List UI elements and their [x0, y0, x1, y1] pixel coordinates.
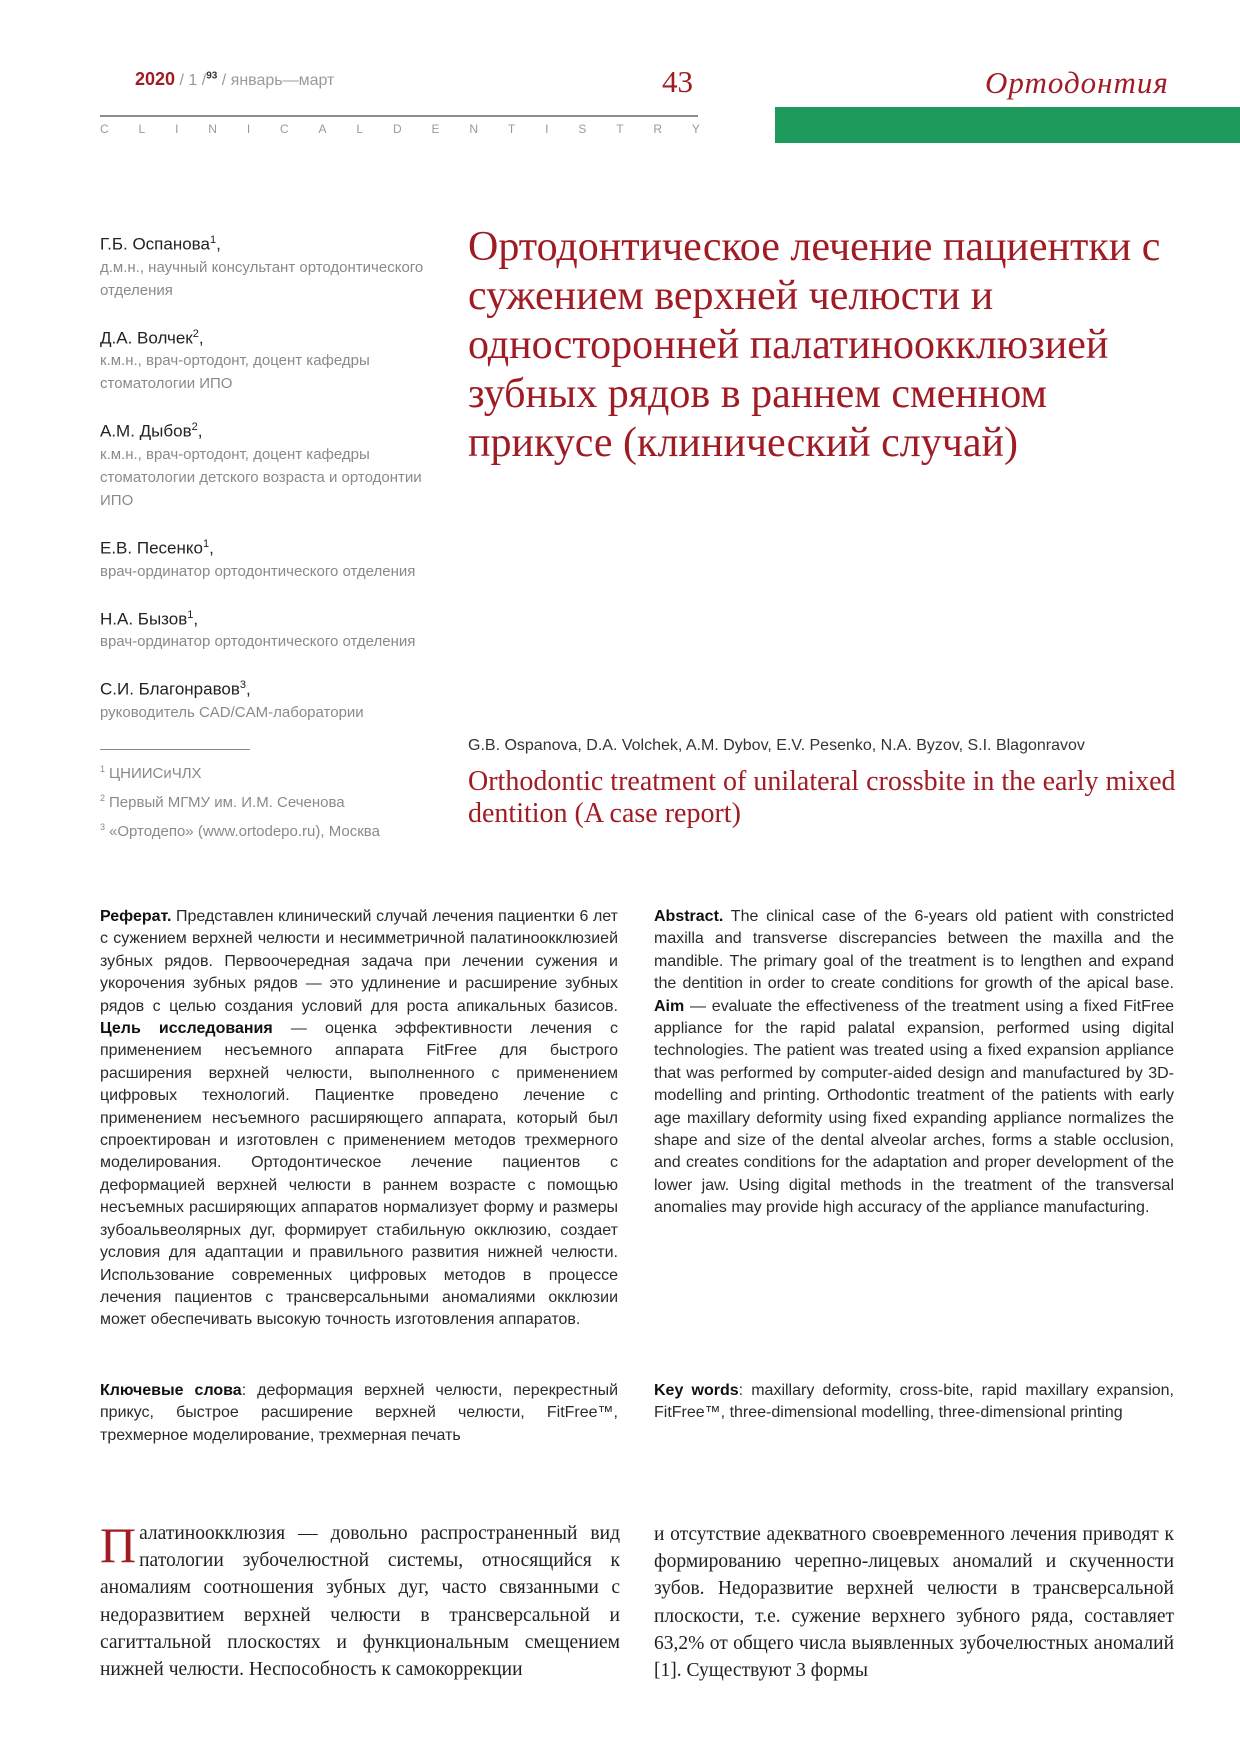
author-affiliation-mark: 1: [187, 608, 194, 621]
issue-total: 93: [206, 70, 218, 82]
journal-letter: L: [356, 122, 364, 136]
issue-number: / 1 /: [179, 72, 207, 89]
author-entry: [100, 323, 430, 396]
author-comma: ,: [209, 538, 214, 558]
author-entry: [100, 674, 430, 724]
author-name-line: [100, 604, 430, 631]
body-column-right: и отсутствие адекватного своевременного лечения приводят к формированию черепно-лицевых аномалий и скученности зубов. Недоразвитие верхней челюсти в трансверсальной плоскости, т.е. сужение верхнего зубного ряда, составляет 63,2% от общего числа выявленных зубочелюстных аномалий [1]. Существуют 3 формы: [654, 1524, 1174, 1682]
journal-letter: S: [578, 122, 587, 136]
author-comma: ,: [193, 609, 199, 629]
author-comma: ,: [197, 421, 203, 441]
abstract-en-text-2: — evaluate the effectiveness of the treatment using a fixed FitFree appliance for the rapid palatal expansion, performed using digital technologies. The patient was treated using a fixed expansion appliance that was performed by computer-aided design and manufactured by 3D-modelling and printing. Orthodontic treatment of the patients with early age maxillary deformity using fixed expanding appliance normalizes the shape and size of the dental alveolar arches, forms a stable occlusion, and creates conditions for the adaptation and proper development of the lower jaw. Using digital methods in the treatment of the transversal anomalies may provide high accuracy of the appliance manufacturing.: [654, 997, 1174, 1217]
author-entry: [100, 533, 430, 583]
abstract-en-label: Abstract.: [654, 908, 724, 925]
keywords-en-label: Key words: [654, 1382, 739, 1399]
affiliation-mark: 2: [100, 793, 106, 803]
affiliation-text: Первый МГМУ им. И.М. Сеченова: [109, 794, 345, 811]
journal-letter: I: [246, 122, 251, 136]
journal-letter: T: [616, 122, 624, 136]
author-entry: [100, 229, 430, 302]
author-entry: [100, 604, 430, 654]
journal-letter: C: [100, 122, 109, 136]
affiliation-mark: 1: [100, 764, 106, 774]
journal-letter: C: [280, 122, 289, 136]
author-name: С.И. Благонравов: [100, 679, 240, 699]
affiliation-rule: [100, 749, 250, 750]
author-comma: ,: [198, 328, 204, 348]
author-name: А.М. Дыбов: [100, 421, 192, 441]
affiliation-list: [100, 757, 440, 844]
title-ru: Ортодонтическое лечение пациентки с сужением верхней челюсти и односторонней палатиноокклюзией зубных рядов в раннем сменном прикусе (клинический случай): [468, 224, 1161, 466]
abstract-ru: [100, 906, 618, 1332]
journal-letter: T: [507, 122, 516, 136]
author-description: д.м.н., научный консультант ортодонтического отделения: [100, 258, 424, 299]
body-left-text: алатиноокклюзия — довольно распространенный вид патологии зубочелюстной системы, относящийся к аномалиям соотношения зубных дуг, часто связанными с недоразвитием верхней челюсти в трансверсальной и сагиттальной плоскостях и функциональным смещением нижней челюсти. Неспособность к самокоррекции: [100, 1523, 620, 1681]
journal-letter: D: [392, 122, 402, 136]
page-number: 43: [662, 64, 693, 99]
journal-letter: L: [138, 122, 146, 136]
journal-letter: I: [545, 122, 549, 136]
keywords-en-text: : maxillary deformity, cross-bite, rapid maxillary expansion, FitFree™, three-dimensional modelling, three-dimensional printing: [654, 1382, 1175, 1422]
affiliation-item: [100, 786, 440, 815]
author-name: Д.А. Волчек: [100, 328, 193, 348]
author-name-line: [100, 416, 430, 443]
keywords-ru-text: : деформация верхней челюсти, перекрестный прикус, быстрое расширение верхней челюсти, FitFree™, трехмерное моделирование, трехмерная печать: [100, 1382, 619, 1444]
abstract-ru-text-1: Представлен клинический случай лечения пациентки 6 лет с сужением верхней челюсти и несимметричной палатиноокклюзией зубных рядов. Первоочередная задача при лечении сужения и укорочения зубных рядов — это удлинение и расширение зубных рядов с целью создания условий для роста апикальных базисов.: [100, 908, 618, 1015]
author-description: к.м.н., врач-ортодонт, доцент кафедры стоматологии ИПО: [100, 352, 370, 393]
author-affiliation-mark: 2: [191, 421, 198, 434]
author-description: к.м.н., врач-ортодонт, доцент кафедры стоматологии детского возраста и ортодонтии ИПО: [100, 445, 422, 509]
keywords-ru-label: Ключевые слова: [100, 1382, 242, 1399]
issue-period: / январь—март: [221, 72, 335, 89]
affiliation-text: «Ортодепо» (www.ortodepo.ru), Москва: [109, 823, 380, 840]
journal-letter: I: [175, 122, 179, 136]
author-name-line: [100, 229, 430, 256]
affiliation-item: [100, 757, 440, 786]
drop-cap: П: [100, 1517, 137, 1573]
author-affiliation-mark: 3: [239, 679, 247, 692]
author-name-line: [100, 533, 430, 560]
author-name: Н.А. Бызов: [100, 609, 188, 629]
abstract-en: [654, 906, 1174, 1220]
journal-name: [100, 122, 700, 136]
journal-letter: R: [653, 122, 663, 136]
section-title: Ортодонтия: [985, 65, 1169, 100]
journal-letter: N: [469, 122, 479, 136]
author-affiliation-mark: 1: [202, 537, 210, 550]
body-column-left: [100, 1517, 620, 1683]
author-affiliation-mark: 2: [192, 327, 199, 340]
issue-info: [135, 69, 334, 90]
title-en: Orthodontic treatment of unilateral crossbite in the early mixed dentition (A case report): [468, 766, 1176, 829]
journal-letter: N: [208, 122, 217, 136]
author-list: [100, 229, 430, 745]
abstract-ru-text-2: — оценка эффективности лечения с применением несъемного аппарата FitFree для быстрого расширения верхней челюсти, выполненного с применением цифровых технологий. Пациентке проведено лечение с применением несъемного расширяющего аппарата, который был спроектирован и изготовлен с применением методов трехмерного моделирования. Ортодонтическое лечение пациентов с деформацией верхней челюсти в раннем возрасте с помощью несъемных расширяющих аппаратов нормализует форму и размеры зубоальвеолярных дуг, формирует стабильную окклюзию, создает условия для адаптации и правильного развития нижней челюсти. Использование современных цифровых методов в процессе лечения пациентов с трансверсальными аномалиями окклюзии может обеспечивать высокую точность изготовления аппаратов.: [100, 1020, 618, 1329]
journal-letter: Y: [691, 122, 700, 136]
journal-letter: A: [318, 122, 327, 136]
affiliation-item: [100, 815, 440, 844]
journal-letter: E: [431, 122, 440, 136]
abstract-ru-label: Реферат.: [100, 908, 172, 925]
author-entry: [100, 416, 430, 512]
author-description: врач-ординатор ортодонтического отделения: [100, 562, 416, 580]
authors-en: G.B. Ospanova, D.A. Volchek, A.M. Dybov, E.V. Pesenko, N.A. Byzov, S.I. Blagonravov: [468, 737, 1085, 754]
author-name-line: [100, 674, 430, 701]
keywords-en: [654, 1380, 1174, 1425]
affiliation-mark: 3: [100, 822, 106, 832]
abstract-ru-aim-label: Цель исследования: [100, 1020, 273, 1038]
author-description: врач-ординатор ортодонтического отделения: [100, 633, 416, 651]
author-name-line: [100, 323, 430, 350]
author-affiliation-mark: 1: [209, 234, 217, 246]
section-bar: [775, 107, 1240, 143]
issue-year: 2020: [135, 69, 176, 89]
author-description: руководитель CAD/CAM-лаборатории: [100, 703, 364, 721]
author-comma: ,: [246, 679, 251, 699]
header-rule: [100, 115, 698, 117]
author-name: Г.Б. Оспанова: [100, 234, 210, 254]
author-comma: ,: [216, 234, 221, 254]
abstract-en-text-1: The clinical case of the 6-years old patient with constricted maxilla and transverse discrepancies between the maxilla and the mandible. The primary goal of the treatment is to lengthen and expand the dentition in order to create conditions for growth of the apical base.: [654, 908, 1174, 993]
keywords-ru: [100, 1380, 618, 1447]
author-name: Е.В. Песенко: [100, 538, 203, 558]
abstract-en-aim-label: Aim: [654, 997, 685, 1015]
affiliation-text: ЦНИИСиЧЛХ: [109, 765, 202, 782]
